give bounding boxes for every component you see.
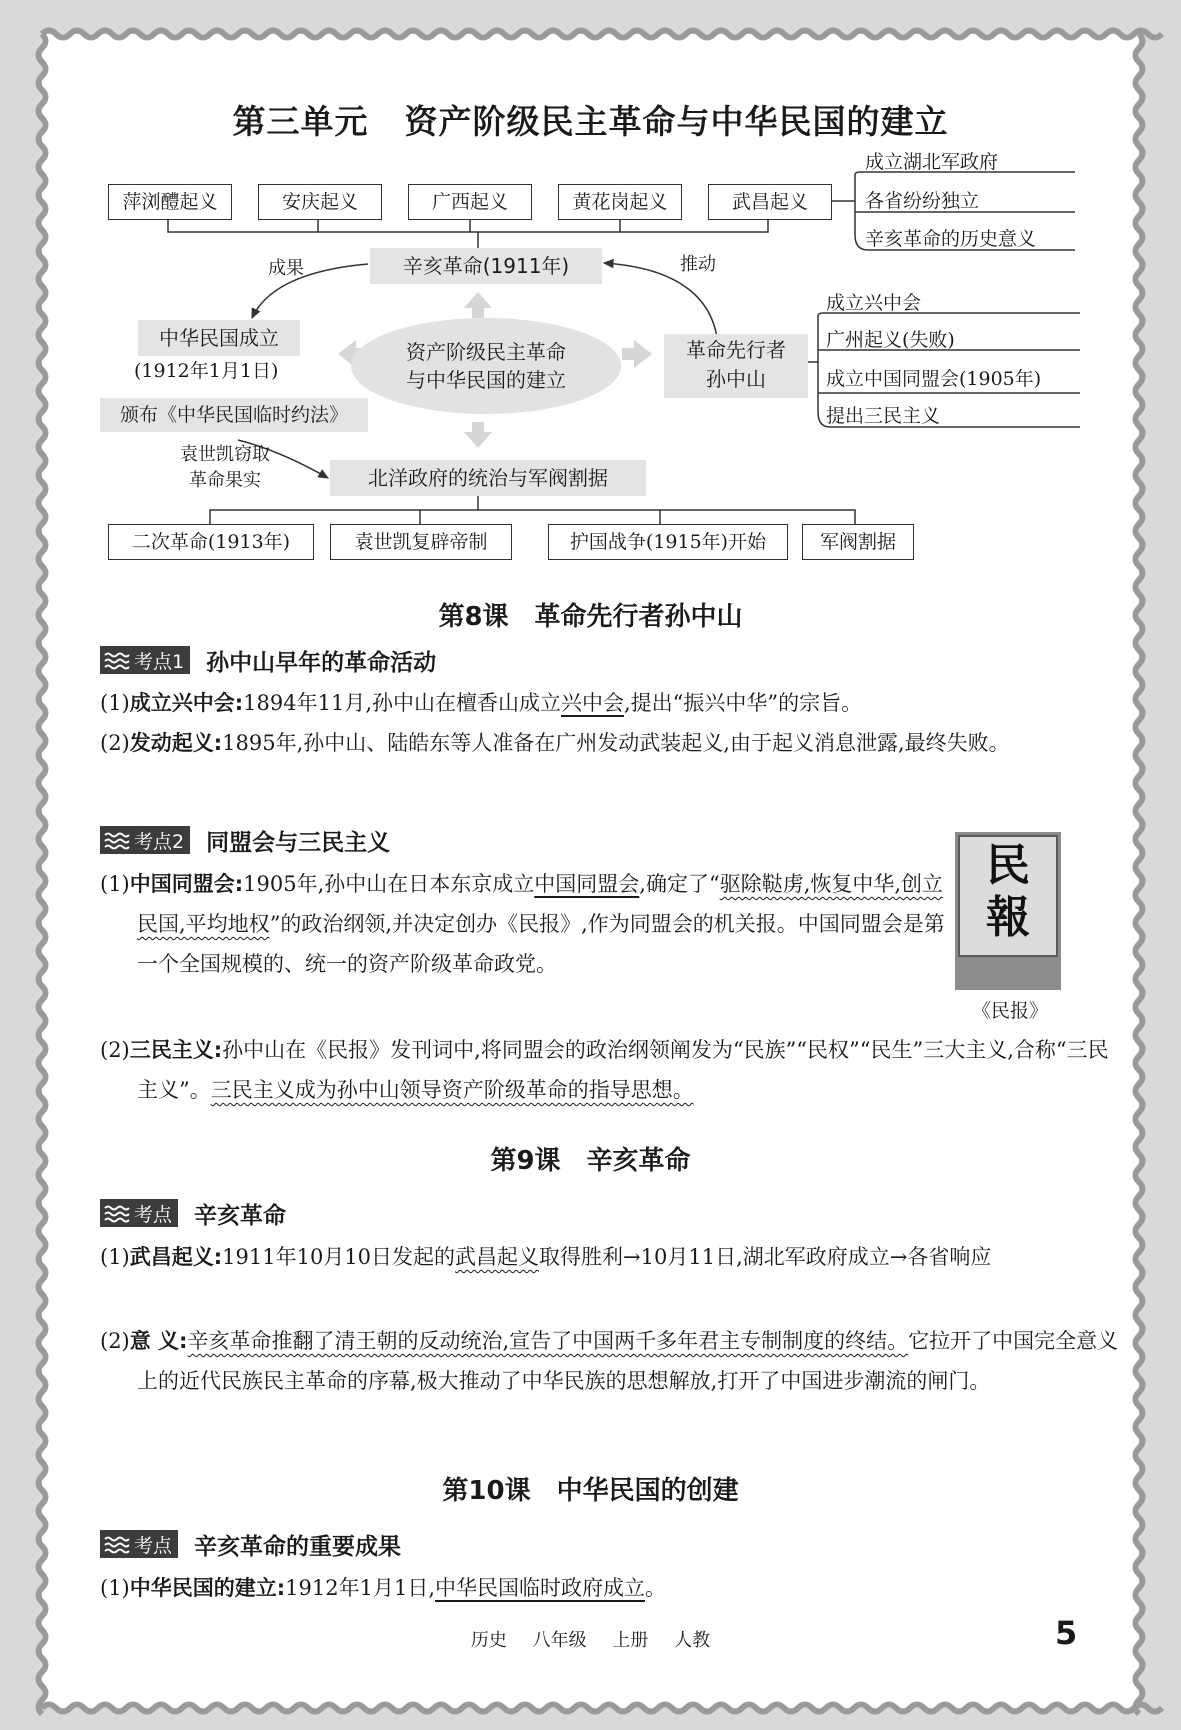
kp-tag: [100, 1530, 178, 1558]
kp-title: 孙中山早年的革命活动: [206, 649, 437, 676]
footer: [0, 1626, 1181, 1652]
yuan-line: 袁世凯窃取: [180, 444, 270, 465]
paragraph: (1)武昌起义:1911年10月10日发起的武昌起义取得胜利→10月11日,湖北军政府成立→各省响应: [100, 1245, 992, 1269]
kp-tag-text: 考点1: [134, 650, 185, 673]
footer-edition: 人教: [674, 1630, 711, 1651]
lesson-9-title: 第9课 辛亥革命: [490, 1146, 691, 1176]
beiyang-item-box: 袁世凯复辟帝制: [330, 524, 512, 560]
paragraph: (2)发动起义:1895年,孙中山、陆皓东等人准备在广州发动武装起义,由于起义消息泄露,最终失败。: [100, 731, 1010, 755]
paragraph: (1)中国同盟会:1905年,孙中山在日本东京成立中国同盟会,确定了“驱除鞑虏,恢复中华,创立民国,平均地权”的政治纲领,并决定创办《民报》,作为同盟会的机关报。中国同盟会是第一个全国规模的、统一的资产阶级革命政党。: [100, 872, 945, 976]
unit-title: 第三单元 资产阶级民主革命与中华民国的建立: [232, 102, 949, 141]
kp-title: 同盟会与三民主义: [206, 829, 391, 856]
footer-volume: 上册: [612, 1630, 649, 1651]
kp-tag: [100, 826, 190, 854]
uprising-box: 萍浏醴起义: [108, 184, 232, 220]
page-number: 5: [1055, 1614, 1078, 1652]
waves-icon: [104, 1534, 130, 1554]
waves-icon: [104, 650, 130, 670]
yuan-label: [180, 442, 270, 494]
kp-tag-text: 考点: [134, 1534, 173, 1557]
provisional-constitution-box: 颁布《中华民国临时约法》: [100, 398, 368, 432]
kp-tag-text: 考点2: [134, 830, 185, 853]
waves-icon: [104, 1203, 130, 1223]
lesson-8-title: 第8课 革命先行者孙中山: [438, 602, 743, 632]
roc-founding-box: 中华民国成立: [138, 320, 300, 356]
footer-subject: 历史: [470, 1630, 507, 1651]
uprising-box-wuchang: 武昌起义: [708, 184, 832, 220]
minbao-title-chars: 民 報: [986, 840, 1030, 943]
push-label: 推动: [680, 254, 716, 275]
kp-tag: [100, 646, 190, 674]
pioneer-line: 革命先行者: [686, 338, 786, 362]
paragraph: (1)中华民国的建立:1912年1月1日,中华民国临时政府成立。: [100, 1576, 666, 1600]
beiyang-box: 北洋政府的统治与军阀割据: [330, 460, 646, 496]
kp-header: [100, 1529, 401, 1559]
waves-icon: [104, 830, 130, 850]
paragraph: (1)成立兴中会:1894年11月,孙中山在檀香山成立兴中会,提出“振兴中华”的宗旨。: [100, 691, 863, 715]
roc-date: (1912年1月1日): [134, 360, 279, 382]
wuchang-branch: 成立湖北军政府: [865, 151, 999, 173]
sun-branch: 成立中国同盟会(1905年): [826, 368, 1042, 390]
yuan-line: 革命果实: [189, 470, 261, 491]
pioneer-box: [664, 334, 808, 398]
diagram-connectors: [0, 0, 1181, 600]
uprising-box: 黄花岗起义: [558, 184, 682, 220]
paragraph: (2)三民主义:孙中山在《民报》发刊词中,将同盟会的政治纲领阐发为“民族”“民权”“民生”三大主义,合称“三民主义”。三民主义成为孙中山领导资产阶级革命的指导思想。: [100, 1038, 1109, 1102]
center-line: 资产阶级民主革命: [406, 340, 566, 364]
kp-header: [100, 825, 390, 855]
uprising-box: 安庆起义: [258, 184, 382, 220]
wuchang-branch: 辛亥革命的历史意义: [865, 228, 1037, 250]
pioneer-line: 孙中山: [706, 367, 766, 391]
beiyang-item-box: 军阀割据: [802, 524, 914, 560]
kp-title: 辛亥革命的重要成果: [194, 1533, 402, 1560]
kp-header: [100, 1198, 286, 1228]
minbao-caption: 《民报》: [971, 1000, 1048, 1022]
center-title: [351, 338, 621, 394]
minbao-cover-image: [955, 832, 1061, 990]
kp-tag-text: 考点: [134, 1203, 173, 1226]
uprising-box: 广西起义: [408, 184, 532, 220]
result-label: 成果: [268, 258, 304, 279]
sun-branch: 成立兴中会: [826, 292, 922, 314]
beiyang-item-box: 护国战争(1915年)开始: [548, 524, 788, 560]
center-line: 与中华民国的建立: [406, 368, 566, 392]
xinhai-box: 辛亥革命(1911年): [370, 248, 602, 284]
paragraph: (2)意 义:辛亥革命推翻了清王朝的反动统治,宣告了中国两千多年君主专制制度的终结。它拉开了中国完全意义上的近代民族民主革命的序幕,极大推动了中华民族的思想解放,打开了中国进步潮流的闸门。: [100, 1329, 1119, 1393]
lesson-10-title: 第10课 中华民国的创建: [442, 1476, 739, 1506]
sun-branch: 广州起义(失败): [826, 329, 955, 351]
wuchang-branch: 各省纷纷独立: [865, 190, 980, 212]
footer-grade: 八年级: [532, 1630, 587, 1651]
kp-header: [100, 645, 436, 675]
sun-branch: 提出三民主义: [826, 405, 941, 427]
kp-title: 辛亥革命: [194, 1202, 287, 1229]
kp-tag: [100, 1199, 178, 1227]
beiyang-item-box: 二次革命(1913年): [108, 524, 314, 560]
